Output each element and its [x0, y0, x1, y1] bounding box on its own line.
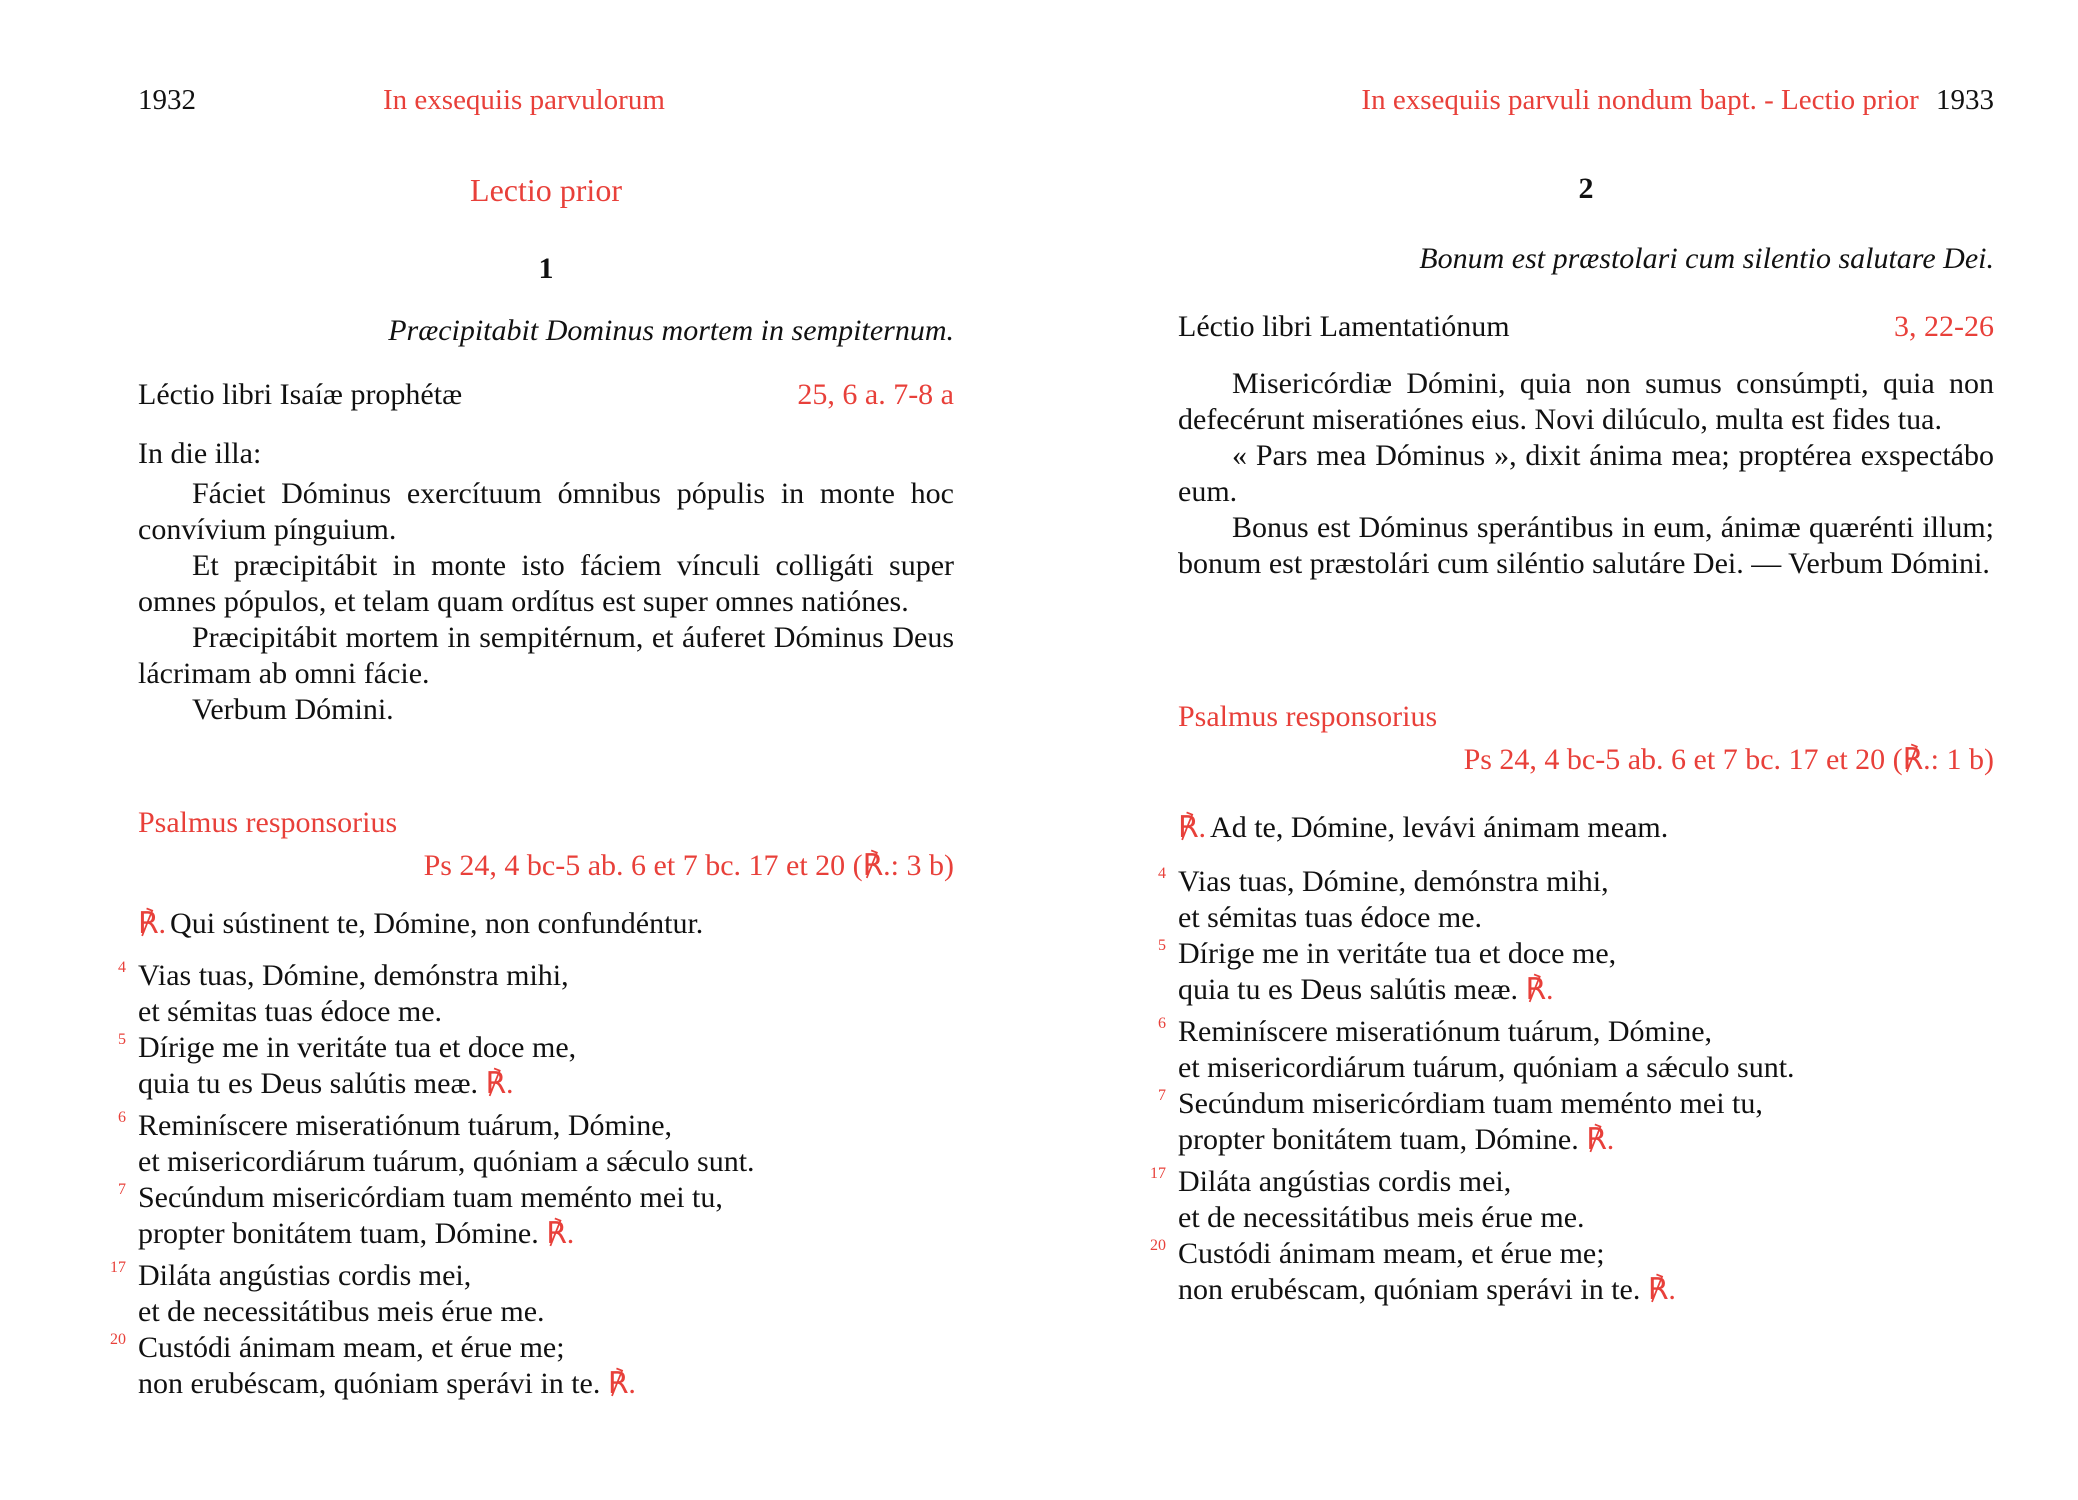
reading-paragraph: Misericórdiæ Dómini, quia non sumus consúmpti, quia non defecérunt miseratiónes eius. Novi dilúculo, multa est fides tua. — [1178, 367, 1994, 436]
running-head — [1178, 84, 1994, 124]
lectio-reference: 25, 6 a. 7-8 a — [797, 378, 954, 411]
response-symbol-icon: ℟. — [485, 1067, 514, 1100]
verse-line: Diláta angústias cordis mei, — [138, 1259, 472, 1292]
response-text: Qui sústinent te, Dómine, non confundéntur. — [170, 907, 704, 940]
left-page — [110, 0, 954, 1500]
verse-line: Vias tuas, Dómine, demónstra mihi, — [138, 959, 569, 992]
verse-line: quia tu es Deus salútis meæ. ℟. — [1178, 973, 1554, 1006]
verse-line: propter bonitátem tuam, Dómine. ℟. — [1178, 1123, 1615, 1156]
reading-paragraph: « Pars mea Dóminus », dixit ánima mea; proptérea exspectábo eum. — [1178, 439, 1994, 508]
verse-line: et sémitas tuas édoce me. — [1178, 901, 1483, 934]
verse-line: non erubéscam, quóniam sperávi in te. ℟. — [138, 1367, 636, 1400]
lectio-reference: 3, 22-26 — [1894, 310, 1994, 343]
verse-line: non erubéscam, quóniam sperávi in te. ℟. — [1178, 1273, 1676, 1306]
verse-group — [1150, 1236, 1994, 1308]
verse-line: Secúndum misericórdiam tuam meménto mei tu, — [1178, 1087, 1763, 1120]
verse-group — [1150, 1164, 1994, 1236]
reading-number: 1 — [538, 252, 554, 285]
lectio-title: Léctio libri Isaíæ prophétæ — [138, 378, 463, 411]
verse-number: 20 — [1150, 1237, 1166, 1254]
verse-group — [1158, 1014, 1994, 1086]
verse-line: quia tu es Deus salútis meæ. ℟. — [138, 1067, 514, 1100]
response-symbol-icon: ℟. — [546, 1217, 575, 1250]
running-head — [138, 84, 954, 124]
psalm-title: Psalmus responsorius — [138, 806, 398, 839]
psalm-reference: Ps 24, 4 bc-5 ab. 6 et 7 bc. 17 et 20 (℟.: 1 b) — [1463, 743, 1994, 776]
psalm-title: Psalmus responsorius — [1178, 700, 1438, 733]
page-number: 1933 — [1936, 84, 1994, 116]
verse-line: Custódi ánimam meam, et érue me; — [138, 1331, 565, 1364]
reading-text — [1178, 366, 1994, 582]
response-symbol-icon: ℟. — [1586, 1123, 1615, 1156]
verse-line: et de necessitátibus meis érue me. — [1178, 1201, 1585, 1234]
reading-intro: In die illa: — [138, 437, 262, 470]
verse-number: 5 — [1158, 937, 1166, 954]
right-page — [1150, 0, 1994, 1500]
psalm-response — [138, 906, 954, 941]
response-symbol-icon: ℟. — [1647, 1273, 1676, 1306]
verse-group — [118, 1180, 954, 1252]
running-title: In exsequiis parvuli nondum bapt. - Lectio prior — [1361, 84, 1919, 116]
response-symbol-icon: ℟. — [607, 1367, 636, 1400]
psalm-verses — [110, 958, 954, 1402]
reading-theme: Præcipitabit Dominus mortem in sempiternum. — [388, 314, 954, 347]
verse-line: Dírige me in veritáte tua et doce me, — [138, 1031, 577, 1064]
verse-line: Reminíscere miseratiónum tuárum, Dómine, — [1178, 1015, 1713, 1048]
lectio-title: Léctio libri Lamentatiónum — [1178, 310, 1510, 343]
reading-paragraph: Et præcipitábit in monte isto fáciem vínculi colligáti super omnes pópulos, et telam quam ordítus est super omnes natiónes. — [138, 549, 954, 618]
lectio-heading — [138, 378, 954, 412]
verse-line: Vias tuas, Dómine, demónstra mihi, — [1178, 865, 1609, 898]
verse-number: 7 — [118, 1181, 126, 1198]
verse-line: Reminíscere miseratiónum tuárum, Dómine, — [138, 1109, 673, 1142]
verse-group — [110, 1330, 954, 1402]
verse-group — [118, 958, 954, 1030]
verse-group — [1158, 1086, 1994, 1158]
verse-group — [1158, 864, 1994, 936]
lectio-heading — [1178, 310, 1994, 344]
verse-line: Custódi ánimam meam, et érue me; — [1178, 1237, 1605, 1270]
psalm-response — [1178, 810, 1994, 845]
verse-number: 20 — [110, 1331, 126, 1348]
reading-theme: Bonum est præstolari cum silentio salutare Dei. — [1419, 242, 1994, 275]
reading-paragraph: Fáciet Dóminus exercítuum ómnibus pópulis in monte hoc convívium pínguium. — [138, 477, 954, 546]
verse-line: et sémitas tuas édoce me. — [138, 995, 443, 1028]
reading-number: 2 — [1578, 172, 1594, 205]
verse-line: Diláta angústias cordis mei, — [1178, 1165, 1512, 1198]
verse-number: 5 — [118, 1031, 126, 1048]
verse-group — [110, 1258, 954, 1330]
verse-line: et de necessitátibus meis érue me. — [138, 1295, 545, 1328]
verse-line: et misericordiárum tuárum, quóniam a sǽculo sunt. — [1178, 1051, 1795, 1084]
verse-number: 17 — [1150, 1165, 1166, 1182]
verse-group — [1158, 936, 1994, 1008]
response-symbol-icon: ℟. — [138, 907, 167, 940]
verse-line: propter bonitátem tuam, Dómine. ℟. — [138, 1217, 575, 1250]
verse-number: 4 — [118, 959, 126, 976]
verse-number: 17 — [110, 1259, 126, 1276]
verse-line: Secúndum misericórdiam tuam meménto mei tu, — [138, 1181, 723, 1214]
response-symbol-icon: ℟. — [1178, 811, 1207, 844]
psalm-reference: Ps 24, 4 bc-5 ab. 6 et 7 bc. 17 et 20 (℟.: 3 b) — [423, 849, 954, 882]
reading-paragraph: Verbum Dómini. — [192, 693, 394, 726]
verse-number: 6 — [118, 1109, 126, 1126]
section-title: Lectio prior — [470, 172, 622, 208]
verse-number: 7 — [1158, 1087, 1166, 1104]
verse-number: 4 — [1158, 865, 1166, 882]
reading-paragraph: Bonus est Dóminus sperántibus in eum, ánimæ quærénti illum; bonum est præstolári cum siléntio salutáre Dei. — Verbum Dómini. — [1178, 511, 1994, 580]
reading-text — [138, 436, 954, 728]
verse-group — [118, 1030, 954, 1102]
response-text: Ad te, Dómine, levávi ánimam meam. — [1210, 811, 1669, 844]
verse-group — [118, 1108, 954, 1180]
psalm-verses — [1150, 864, 1994, 1308]
running-title: In exsequiis parvulorum — [383, 84, 665, 116]
page-number: 1932 — [138, 84, 196, 116]
verse-line: et misericordiárum tuárum, quóniam a sǽculo sunt. — [138, 1145, 755, 1178]
verse-line: Dírige me in veritáte tua et doce me, — [1178, 937, 1617, 970]
verse-number: 6 — [1158, 1015, 1166, 1032]
response-symbol-icon: ℟. — [1525, 973, 1554, 1006]
reading-paragraph: Præcipitábit mortem in sempitérnum, et áuferet Dóminus Deus lácrimam ab omni fácie. — [138, 621, 954, 690]
